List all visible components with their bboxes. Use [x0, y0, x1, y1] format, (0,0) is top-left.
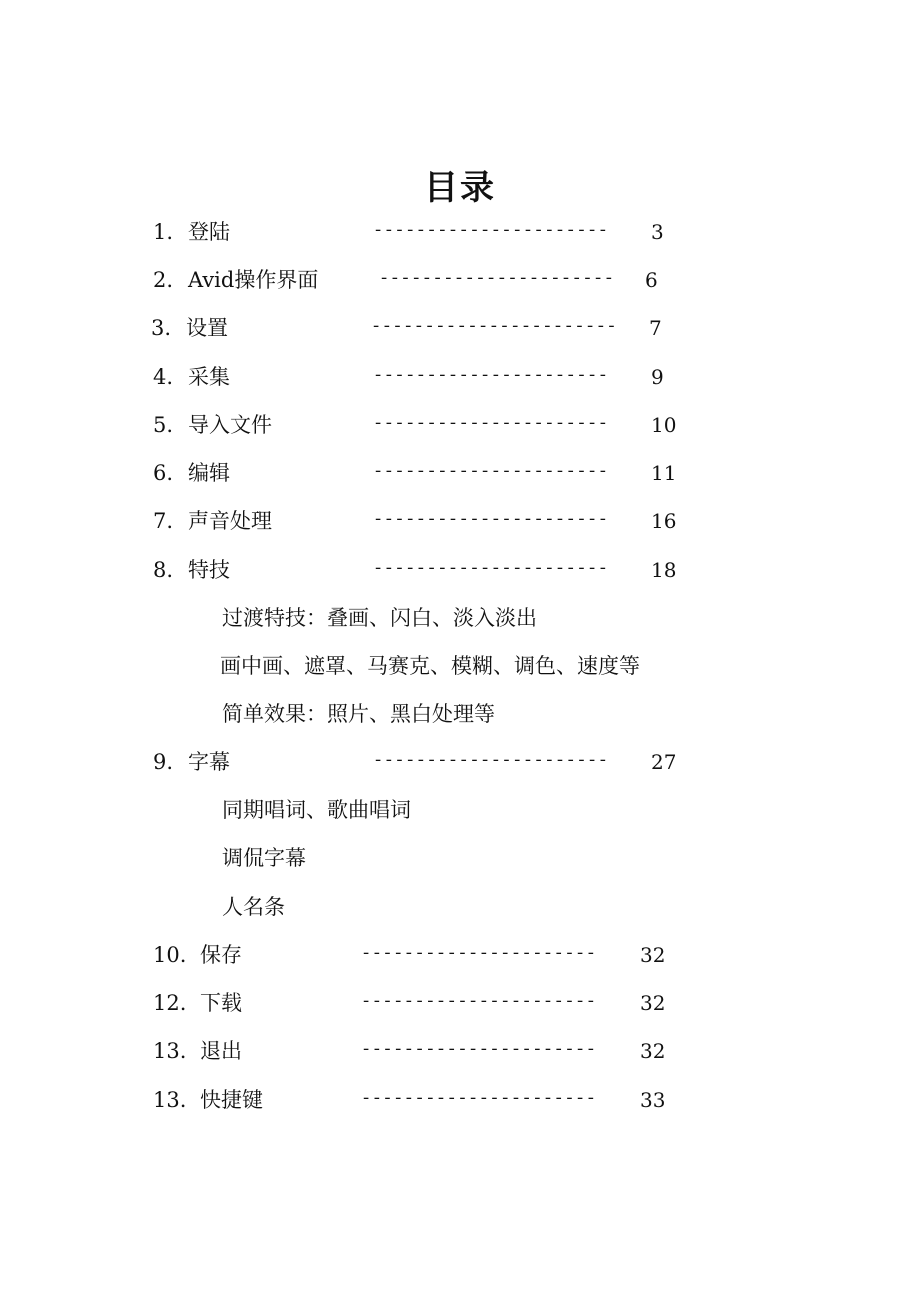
toc-entry-number: 6.: [153, 461, 174, 485]
toc-page-number: 11: [651, 461, 677, 485]
toc-leader: ----------------------: [373, 222, 609, 241]
toc-page-number: 9: [651, 365, 664, 389]
toc-entry-number: 4.: [153, 365, 174, 389]
toc-leader: ----------------------: [361, 993, 597, 1012]
toc-page-number: 6: [645, 268, 658, 292]
toc-entry-number: 8.: [153, 558, 174, 582]
toc-entry-number: 2.: [153, 268, 174, 292]
toc-entry-label: 下载: [200, 991, 242, 1015]
toc-entry-number: 5.: [153, 413, 174, 437]
toc-leader: ----------------------: [373, 560, 609, 579]
toc-leader: ----------------------: [361, 945, 597, 964]
toc-leader: ----------------------: [379, 270, 615, 289]
toc-entry-number: 9.: [153, 750, 174, 774]
toc-entry-number: 13.: [153, 1039, 187, 1063]
toc-entry-label: 导入文件: [188, 413, 272, 437]
toc-subitem[interactable]: 调侃字幕: [222, 846, 306, 870]
toc-entry-label: 声音处理: [188, 509, 272, 533]
toc-page-number: 3: [651, 220, 664, 244]
toc-entry-number: 10.: [153, 943, 187, 967]
toc-page-number: 33: [640, 1088, 666, 1112]
toc-leader: ----------------------: [373, 367, 609, 386]
toc-leader: ----------------------: [373, 463, 609, 482]
toc-entry-label: 字幕: [188, 750, 230, 774]
toc-entry-label: 采集: [188, 365, 230, 389]
toc-subitem[interactable]: 人名条: [222, 895, 285, 919]
toc-page-number: 27: [651, 750, 677, 774]
toc-subitem[interactable]: 同期唱词、歌曲唱词: [222, 798, 411, 822]
toc-entry-label: Avid操作界面: [188, 268, 319, 292]
toc-leader: -----------------------: [371, 318, 618, 337]
toc-page-number: 10: [651, 413, 677, 437]
toc-page-number: 32: [640, 991, 666, 1015]
toc-entry-number: 7.: [153, 509, 174, 533]
toc-entry-label: 快捷键: [200, 1088, 263, 1112]
toc-leader: ----------------------: [361, 1041, 597, 1060]
toc-entry-number: 3.: [151, 316, 172, 340]
toc-entry-label: 设置: [186, 316, 228, 340]
toc-entry-number: 1.: [153, 220, 174, 244]
toc-leader: ----------------------: [373, 752, 609, 771]
toc-page-number: 32: [640, 943, 666, 967]
toc-leader: ----------------------: [361, 1090, 597, 1109]
toc-entry-number: 12.: [153, 991, 187, 1015]
toc-subitem[interactable]: 简单效果：照片、黑白处理等: [222, 702, 495, 726]
toc-subitem[interactable]: 过渡特技：叠画、闪白、淡入淡出: [222, 606, 537, 630]
page-title: 目录: [424, 168, 496, 208]
toc-leader: ----------------------: [373, 415, 609, 434]
toc-page-number: 32: [640, 1039, 666, 1063]
toc-entry-number: 13.: [153, 1088, 187, 1112]
toc-page-number: 16: [651, 509, 677, 533]
toc-entry-label: 保存: [200, 943, 242, 967]
toc-entry-label: 特技: [188, 558, 230, 582]
toc-page-number: 18: [651, 558, 677, 582]
toc-page-number: 7: [649, 316, 662, 340]
toc-entry-label: 退出: [200, 1039, 242, 1063]
toc-entry-label: 登陆: [188, 220, 230, 244]
toc-leader: ----------------------: [373, 511, 609, 530]
toc-subitem[interactable]: 画中画、遮罩、马赛克、模糊、调色、速度等: [220, 654, 640, 678]
toc-entry-label: 编辑: [188, 461, 230, 485]
